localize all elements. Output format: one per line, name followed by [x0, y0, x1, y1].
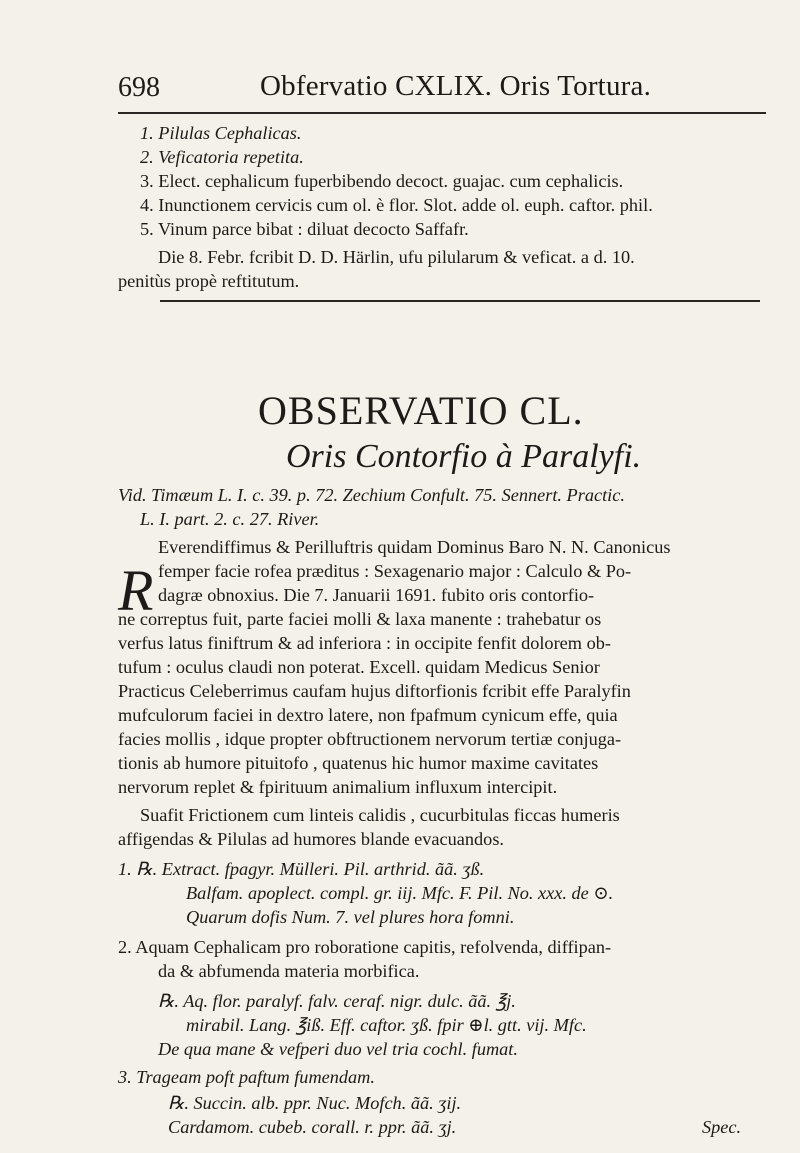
- drop-cap: R: [118, 558, 154, 623]
- reference-line: L. I. part. 2. c. 27. River.: [140, 509, 320, 529]
- recipe-line: Cardamom. cubeb. corall. r. ppr. ãã. ʒj.: [168, 1117, 457, 1137]
- paragraph-line: Practicus Celeberrimus caufam hujus diftorfionis fcribit effe Paralyfin: [118, 681, 631, 701]
- recipe-line: ℞. Aq. flor. paralyf. falv. ceraf. nigr. dulc. ãã. ℥j.: [158, 991, 516, 1011]
- recipe-line: mirabil. Lang. ℥iß. Eff. caftor. ʒß. fpir ⊕l. gtt. vij. Mfc.: [186, 1015, 587, 1035]
- recipe-line: 3. Trageam poft paftum fumendam.: [118, 1067, 375, 1087]
- recipe-line: da & abfumenda materia morbifica.: [158, 961, 420, 981]
- paragraph-line: Everendiffimus & Perilluftris quidam Dominus Baro N. N. Canonicus: [158, 537, 671, 557]
- paragraph-line: Suafit Frictionem cum linteis calidis , cucurbitulas ficcas humeris: [140, 805, 620, 825]
- list-item: 3. Elect. cephalicum fuperbibendo decoct. guajac. cum cephalicis.: [140, 171, 624, 191]
- paragraph-line: verfus latus finiftrum & ad inferiora : in occipite fenfit dolorem ob-: [118, 633, 611, 653]
- recipe-line: Quarum dofis Num. 7. vel plures hora fomni.: [186, 907, 515, 927]
- list-item: 2. Veficatoria repetita.: [140, 147, 304, 167]
- paragraph-line: facies mollis , idque propter obftructionem nervorum tertiæ conjuga-: [118, 729, 622, 749]
- paragraph-line: mufculorum faciei in dextro latere, non fpafmum cynicum effe, quia: [118, 705, 618, 725]
- recipe-line: 1. ℞. Extract. fpagyr. Mülleri. Pil. arthrid. ãã. ʒß.: [118, 859, 485, 879]
- catchword: Spec.: [702, 1117, 742, 1137]
- paragraph-line: tufum : oculus claudi non poterat. Excell. quidam Medicus Senior: [118, 657, 600, 677]
- recipe-line: De qua mane & vefperi duo vel tria cochl. fumat.: [158, 1039, 518, 1059]
- list-item: 4. Inunctionem cervicis cum ol. è flor. Slot. adde ol. euph. caftor. phil.: [140, 195, 653, 215]
- section-rule: [160, 300, 760, 302]
- list-item: 5. Vinum parce bibat : diluat decocto Saffafr.: [140, 219, 469, 239]
- closing-line: Die 8. Febr. fcribit D. D. Härlin, ufu pilularum & veficat. a d. 10.: [158, 247, 635, 267]
- reference-line: Vid. Timæum L. I. c. 39. p. 72. Zechium Confult. 75. Sennert. Practic.: [118, 485, 625, 505]
- page-number: 698: [118, 72, 160, 103]
- list-item: 1. Pilulas Cephalicas.: [140, 123, 302, 143]
- running-head: Obfervatio CXLIX. Oris Tortura.: [260, 70, 652, 102]
- paragraph-line: affigendas & Pilulas ad humores blande evacuandos.: [118, 829, 505, 849]
- paragraph-line: dagræ obnoxius. Die 7. Januarii 1691. fubito oris contorfio-: [158, 585, 595, 605]
- closing-line: penitùs propè reftitutum.: [118, 271, 300, 291]
- paragraph-line: nervorum replet & fpirituum animalium influxum intercipit.: [118, 777, 558, 797]
- observation-heading: OBSERVATIO CL.: [258, 388, 584, 433]
- recipe-line: 2. Aquam Cephalicam pro roboratione capitis, refolvenda, diffipan-: [118, 937, 612, 957]
- recipe-line: Balfam. apoplect. compl. gr. iij. Mfc. F. Pil. No. xxx. de ⊙.: [186, 883, 614, 903]
- paragraph-line: ne correptus fuit, parte faciei molli & laxa manente : trahebatur os: [118, 609, 602, 629]
- page-header: [118, 68, 766, 114]
- recipe-line: ℞. Succin. alb. ppr. Nuc. Mofch. ãã. ʒij.: [168, 1093, 462, 1113]
- observation-title: Oris Contorfio à Paralyfi.: [286, 438, 642, 475]
- paragraph-line: femper facie rofea præditus : Sexagenario major : Calculo & Po-: [158, 561, 632, 581]
- paragraph-line: tionis ab humore pituitofo , quatenus hic humor maxime cavitates: [118, 753, 599, 773]
